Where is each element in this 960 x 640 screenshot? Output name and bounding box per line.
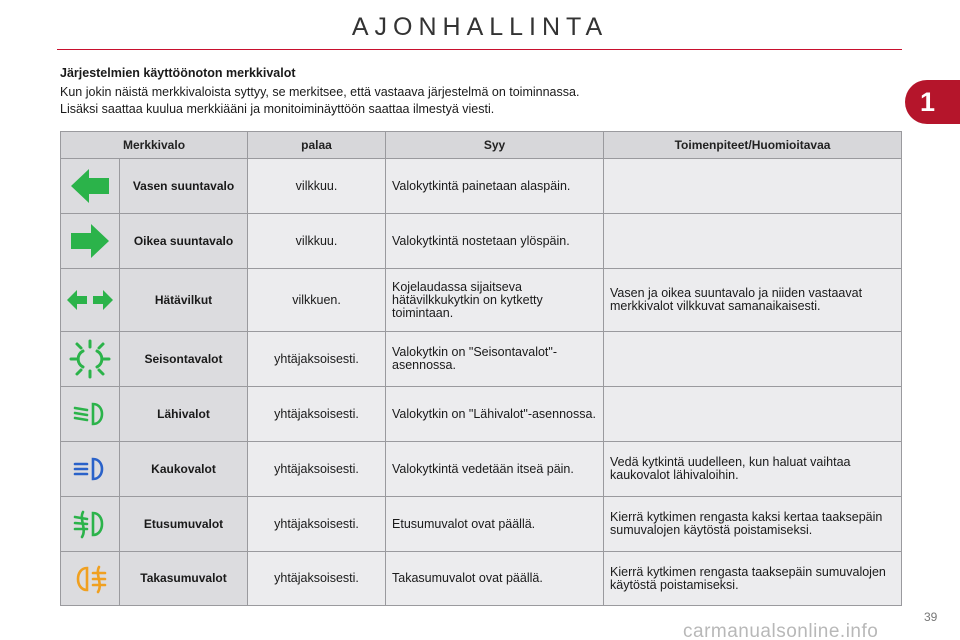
light-cause: Valokytkin on "Lähivalot"-asennossa. bbox=[386, 387, 604, 442]
icon-cell bbox=[61, 269, 120, 332]
light-cause: Valokytkintä nostetaan ylöspäin. bbox=[386, 214, 604, 269]
light-state: yhtäjaksoisesti. bbox=[248, 552, 386, 606]
header-merkkivalo: Merkkivalo bbox=[61, 132, 248, 159]
table-row bbox=[61, 442, 902, 497]
dipped-beam-icon bbox=[71, 400, 109, 428]
icon-cell bbox=[61, 387, 120, 442]
light-name: Oikea suuntavalo bbox=[120, 214, 248, 269]
icon-cell bbox=[61, 159, 120, 214]
light-state: yhtäjaksoisesti. bbox=[248, 332, 386, 387]
light-state: yhtäjaksoisesti. bbox=[248, 497, 386, 552]
intro-section bbox=[60, 66, 900, 118]
light-cause: Valokytkintä vedetään itseä päin. bbox=[386, 442, 604, 497]
table-row bbox=[61, 497, 902, 552]
light-state: vilkkuu. bbox=[248, 214, 386, 269]
header-syy: Syy bbox=[386, 132, 604, 159]
warning-lights-table bbox=[60, 131, 902, 606]
light-action: Kierrä kytkimen rengasta kaksi kertaa taaksepäin sumuvalojen käytöstä poistamiseksi. bbox=[604, 497, 902, 552]
light-name: Hätävilkut bbox=[120, 269, 248, 332]
light-cause: Takasumuvalot ovat päällä. bbox=[386, 552, 604, 606]
light-action bbox=[604, 387, 902, 442]
watermark: carmanualsonline.info bbox=[683, 621, 879, 640]
icon-cell bbox=[61, 332, 120, 387]
light-cause: Etusumuvalot ovat päällä. bbox=[386, 497, 604, 552]
light-name: Takasumuvalot bbox=[120, 552, 248, 606]
table-row bbox=[61, 269, 902, 332]
light-name: Etusumuvalot bbox=[120, 497, 248, 552]
light-action bbox=[604, 332, 902, 387]
icon-cell bbox=[61, 552, 120, 606]
light-cause: Valokytkintä painetaan alaspäin. bbox=[386, 159, 604, 214]
header-toimenpiteet: Toimenpiteet/Huomioitavaa bbox=[604, 132, 902, 159]
title-divider bbox=[57, 49, 902, 50]
light-action: Vasen ja oikea suuntavalo ja niiden vastaavat merkkivalot vilkkuvat samanaikaisesti. bbox=[604, 269, 902, 332]
light-name: Lähivalot bbox=[120, 387, 248, 442]
chapter-tab: 1 bbox=[905, 80, 960, 124]
intro-line-2: Lisäksi saattaa kuulua merkkiääni ja monitoiminäyttöön saattaa ilmestyä viesti. bbox=[60, 102, 495, 116]
table-row bbox=[61, 159, 902, 214]
icon-cell bbox=[61, 442, 120, 497]
intro-line-1: Kun jokin näistä merkkivaloista syttyy, se merkitsee, että vastaava järjestelmä on toiminnassa. bbox=[60, 85, 580, 99]
light-state: yhtäjaksoisesti. bbox=[248, 442, 386, 497]
table-row bbox=[61, 214, 902, 269]
light-name: Kaukovalot bbox=[120, 442, 248, 497]
table-row bbox=[61, 552, 902, 606]
light-action bbox=[604, 214, 902, 269]
light-name: Seisontavalot bbox=[120, 332, 248, 387]
icon-cell bbox=[61, 214, 120, 269]
light-name: Vasen suuntavalo bbox=[120, 159, 248, 214]
side-lights-icon bbox=[68, 339, 112, 379]
page-title: AJONHALLINTA bbox=[351, 13, 609, 41]
light-state: yhtäjaksoisesti. bbox=[248, 387, 386, 442]
left-turn-arrow-icon bbox=[69, 167, 111, 205]
light-action bbox=[604, 159, 902, 214]
light-action: Vedä kytkintä uudelleen, kun haluat vaihtaa kaukovalot lähivaloihin. bbox=[604, 442, 902, 497]
right-turn-arrow-icon bbox=[69, 222, 111, 260]
page-number: 39 bbox=[924, 610, 938, 624]
light-cause: Kojelaudassa sijaitseva hätävilkkukytkin on kytketty toimintaan. bbox=[386, 269, 604, 332]
light-state: vilkkuen. bbox=[248, 269, 386, 332]
light-action: Kierrä kytkimen rengasta taaksepäin sumuvalojen käytöstä poistamiseksi. bbox=[604, 552, 902, 606]
icon-cell bbox=[61, 497, 120, 552]
main-beam-icon bbox=[71, 455, 109, 483]
rear-fog-icon bbox=[71, 564, 109, 594]
table-row bbox=[61, 332, 902, 387]
front-fog-icon bbox=[71, 509, 109, 539]
light-cause: Valokytkin on "Seisontavalot"-asennossa. bbox=[386, 332, 604, 387]
section-heading: Järjestelmien käyttöönoton merkkivalot bbox=[60, 66, 296, 80]
hazard-arrows-icon bbox=[66, 287, 114, 313]
header-palaa: palaa bbox=[248, 132, 386, 159]
light-state: vilkkuu. bbox=[248, 159, 386, 214]
table-row bbox=[61, 387, 902, 442]
table-header-row bbox=[61, 132, 902, 159]
